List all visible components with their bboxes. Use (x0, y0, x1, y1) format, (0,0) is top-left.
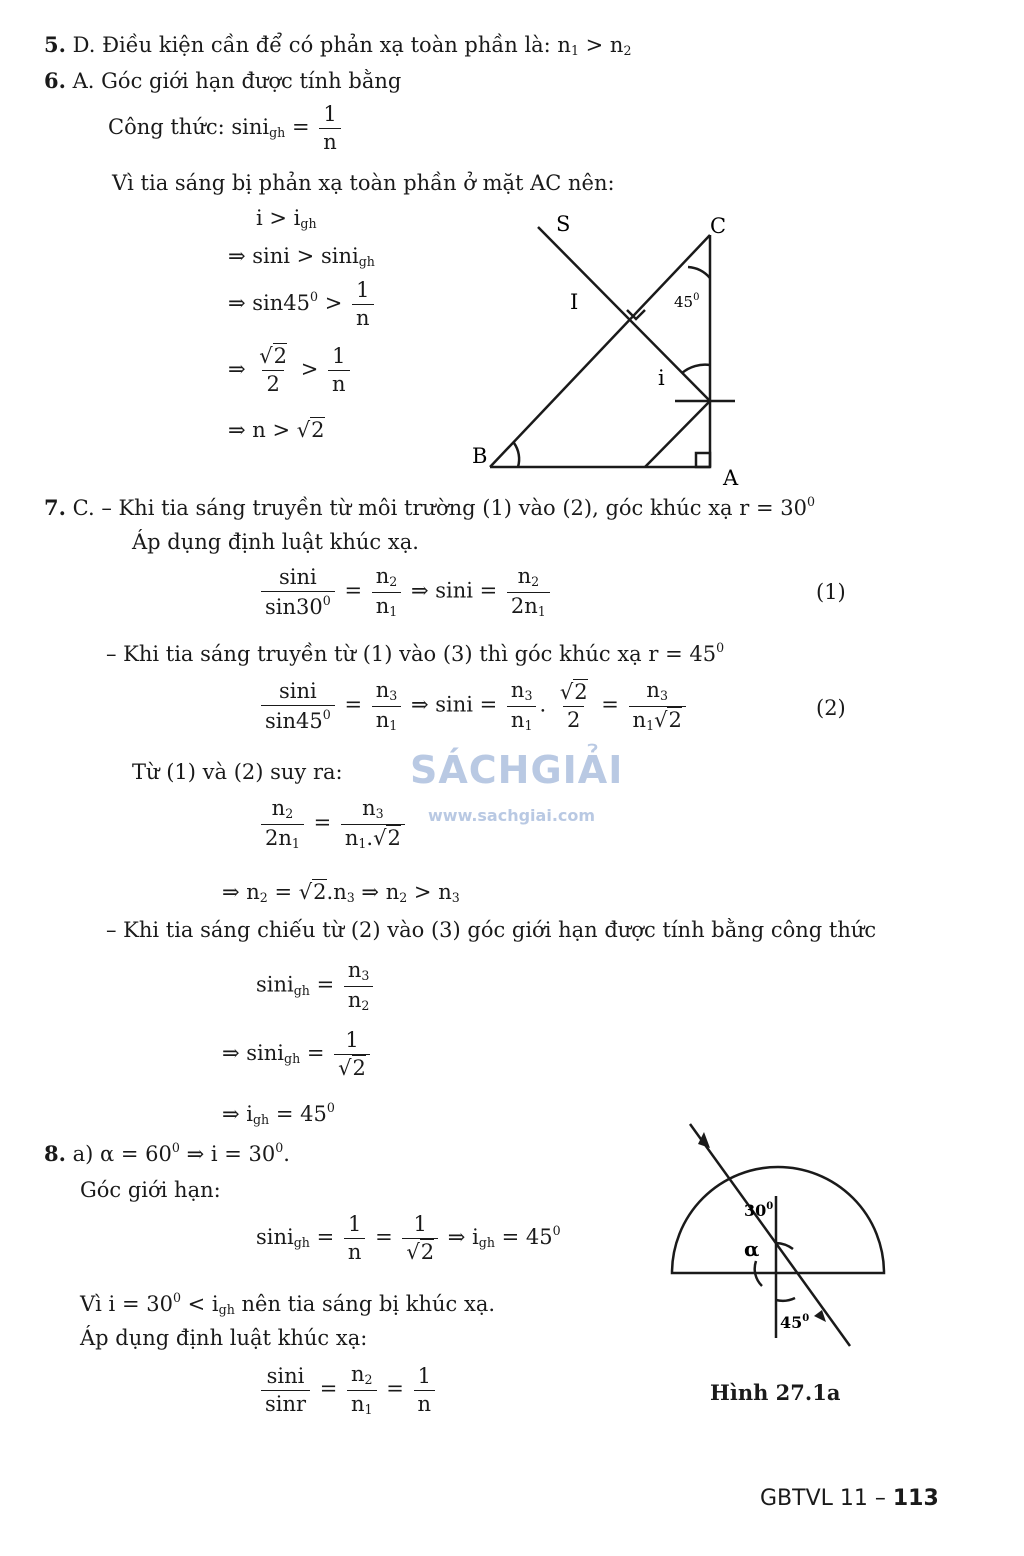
angle-i-arc (682, 365, 710, 373)
label-alpha: α (744, 1237, 760, 1261)
q6-step2: ⇒ sini > sini$_{gh}$ (228, 244, 375, 270)
label-b: B (472, 444, 488, 468)
watermark-logo: SÁCHGIẢI (410, 748, 624, 792)
q6-step3: ⇒ $\sin 45^0$ > $\frac{1}{n}$ (228, 280, 377, 329)
q7-line5: – Khi tia sáng chiếu từ (2) vào (3) góc giới hạn được tính bằng công thức (106, 918, 877, 942)
label-s: S (556, 212, 571, 236)
label-30: $30^0$ (744, 1201, 774, 1220)
q7-line4: Từ (1) và (2) suy ra: (132, 760, 343, 784)
page-number: 113 (892, 1486, 939, 1511)
q8-line4: Áp dụng định luật khúc xạ: (80, 1326, 368, 1350)
q6-intro: Góc giới hạn được tính bằng (101, 69, 402, 93)
q7-equation6: ⇒ $i_{gh} = 45^0$ (222, 1100, 335, 1127)
q7-answer: C. (72, 495, 95, 520)
q6-step1: $i > i_{gh}$ (256, 206, 317, 232)
q7-equation2: $\frac{\sin i}{\sin 45^0}$ = $\frac{n_3}{n_1}$ ⇒ sini = $\frac{n_3}{n_1}$ . $\frac{√2}{2}$ = $\frac{n_3}{n_1√2}$ (258, 680, 689, 732)
eq-number-2: (2) (816, 696, 846, 720)
light-ray (690, 1124, 850, 1346)
eq-number-1: (1) (816, 580, 846, 604)
q7-equation5: ⇒ sini$_{gh}$ = $\frac{1}{√2}$ (222, 1030, 373, 1079)
q5-number: 5. (44, 32, 66, 57)
reflected-ray (645, 401, 710, 467)
q7-equation3: $\frac{n_2}{2n_1}$ = $\frac{n_3}{n_1.√2}$ (258, 798, 408, 850)
q6-formula: Công thức: sini$_{gh}$ = $\frac{1}{n}$ (108, 104, 344, 153)
figure-caption: Hình 27.1a (710, 1380, 841, 1405)
q8-equation2: $\frac{\sin i}{\sin r}$ = $\frac{n_2}{n_1}$ = $\frac{1}{n}$ (258, 1364, 438, 1416)
watermark-url: www.sachgiai.com (428, 806, 596, 825)
q6-because: Vì tia sáng bị phản xạ toàn phần ở mặt AC nên: (112, 171, 615, 195)
q7-number: 7. (44, 494, 66, 520)
side-bc (490, 235, 710, 467)
label-a: A (723, 466, 739, 490)
q7-conclusion: ⇒ $n_2 = √2.n_3$ ⇒ $n_2 > n_3$ (222, 880, 460, 906)
q6-line (44, 70, 401, 92)
q6-step5: ⇒ n > √2 (228, 418, 325, 442)
q6-step4: ⇒ $\frac{√2}{2}$ > $\frac{1}{n}$ (228, 346, 353, 395)
q8-equation1: sini$_{gh}$ = $\frac{1}{n}$ = $\frac{1}{√2}$ ⇒ $i_{gh} = 45^0$ (256, 1212, 561, 1264)
prism-diagram (470, 205, 750, 490)
q7-line1: 7. C. – Khi tia sáng truyền từ môi trường (1) vào (2), góc khúc xạ $r = 30^0$ (44, 494, 815, 520)
semicircle (672, 1167, 884, 1273)
fraction: $\frac{1}{n}$ (319, 104, 341, 153)
q6-number: 6. (44, 68, 66, 93)
book-code: GBTVL 11 – (760, 1486, 893, 1511)
label-i-point: I (570, 290, 579, 314)
angle-c-arc (688, 267, 710, 278)
q7-equation1: $\frac{\sin i}{\sin 30^0}$ = $\frac{n_2}{n_1}$ ⇒ sini = $\frac{n_2}{2n_1}$ (258, 566, 553, 618)
q7-line2: Áp dụng định luật khúc xạ. (132, 530, 419, 554)
q8-number: 8. (44, 1140, 66, 1166)
page-footer (760, 1486, 939, 1511)
q8-line2: Góc giới hạn: (80, 1178, 221, 1202)
q7-equation4: sini$_{gh}$ = $\frac{n_3}{n_2}$ (256, 960, 376, 1012)
right-angle-mark (696, 453, 710, 467)
label-45: $45^0$ (674, 292, 700, 311)
q8-line1: 8. a) $\alpha = 60^0$ ⇒ $i = 30^0$. (44, 1140, 290, 1166)
incident-ray (538, 227, 710, 401)
q6-answer: A. (72, 69, 95, 93)
angle-b-arc (514, 443, 519, 467)
q5-line: 5. D. Điều kiện cần để có phản xạ toàn phần là: $n_1 > n_2$ (44, 32, 632, 59)
q5-answer: D. (72, 33, 96, 57)
angle-45-arc (776, 1298, 795, 1301)
q7-line3: – Khi tia sáng truyền từ (1) vào (3) thì góc khúc xạ $r = 45^0$ (106, 640, 725, 666)
semicircle-diagram (660, 1110, 900, 1360)
label-45: $45^0$ (780, 1313, 810, 1332)
label-c: C (710, 214, 727, 238)
q5-text: Điều kiện cần để có phản xạ toàn phần là: n (102, 33, 571, 57)
label-i-angle: i (658, 366, 665, 390)
q8-line3: Vì $i = 30^0 < i_{gh}$ nên tia sáng bị khúc xạ. (80, 1290, 496, 1317)
arrow-in (698, 1132, 710, 1148)
